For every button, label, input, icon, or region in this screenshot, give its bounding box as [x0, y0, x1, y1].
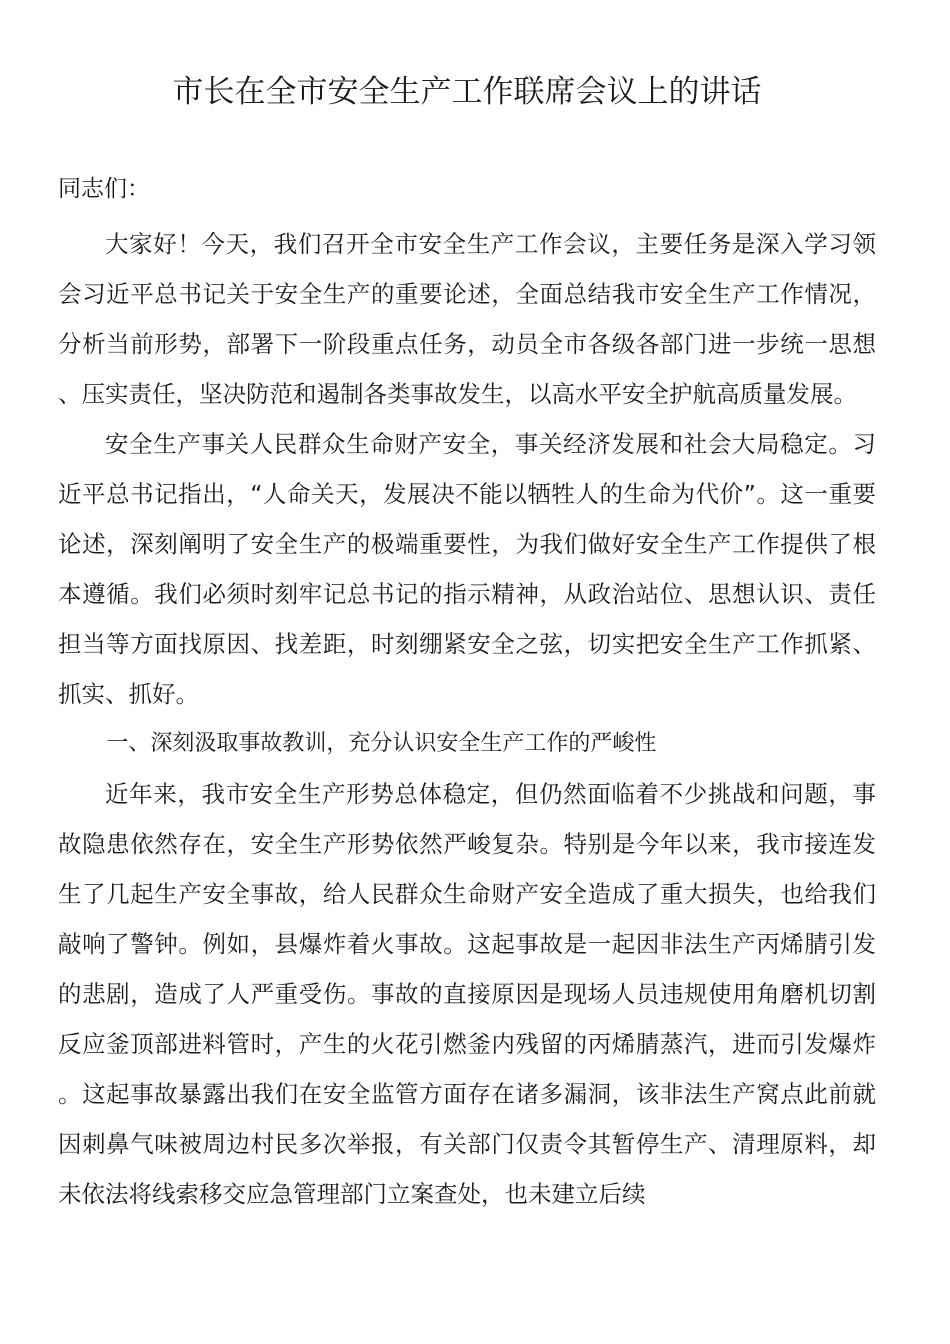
paragraph-importance: 安全生产事关人民群众生命财产安全，事关经济发展和社会大局稳定。习近平总书记指出，“人命关天，发展决不能以牺牲人的生命为代价”。这一重要论述，深刻阐明了安全生产的极端重要性，为我们做好安全生产工作提供了根本遵循。我们必须时刻牢记总书记的指示精神，从政治站位、思想认识、责任担当等方面找原因、找差距，时刻绷紧安全之弦，切实把安全生产工作抓紧、抓实、抓好。 [58, 430, 876, 708]
paragraph-opening: 大家好！今天，我们召开全市安全生产工作会议，主要任务是深入学习领会习近平总书记关于安全生产的重要论述，全面总结我市安全生产工作情况，分析当前形势，部署下一阶段重点任务，动员全市各级各部门进一步统一思想、压实责任，坚决防范和遏制各类事故发生，以高水平安全护航高质量发展。 [58, 230, 876, 408]
section-heading: 一、深刻汲取事故教训，充分认识安全生产工作的严峻性 [106, 731, 657, 756]
document-body [58, 219, 876, 1219]
paragraph-section-one: 近年来，我市安全生产形势总体稳定，但仍然面临着不少挑战和问题，事故隐患依然存在，安全生产形势依然严峻复杂。特别是今年以来，我市接连发生了几起生产安全事故，给人民群众生命财产安全造成了重大损失，也给我们敲响了警钟。例如，县爆炸着火事故。这起事故是一起因非法生产丙烯腈引发的悲剧，造成了人严重受伤。事故的直接原因是现场人员违规使用角磨机切割反应釜顶部进料管时，产生的火花引燃釜内残留的丙烯腈蒸汽，进而引发爆炸。这起事故暴露出我们在安全监管方面存在诸多漏洞，该非法生产窝点此前就因刺鼻气味被周边村民多次举报，有关部门仅责令其暂停生产、清理原料，却未依法将线索移交应急管理部门立案查处，也未建立后续 [58, 780, 876, 1208]
salutation: 同志们： [58, 176, 150, 202]
document-title: 市长在全市安全生产工作联席会议上的讲话 [172, 74, 762, 110]
document-page [58, 0, 876, 1208]
